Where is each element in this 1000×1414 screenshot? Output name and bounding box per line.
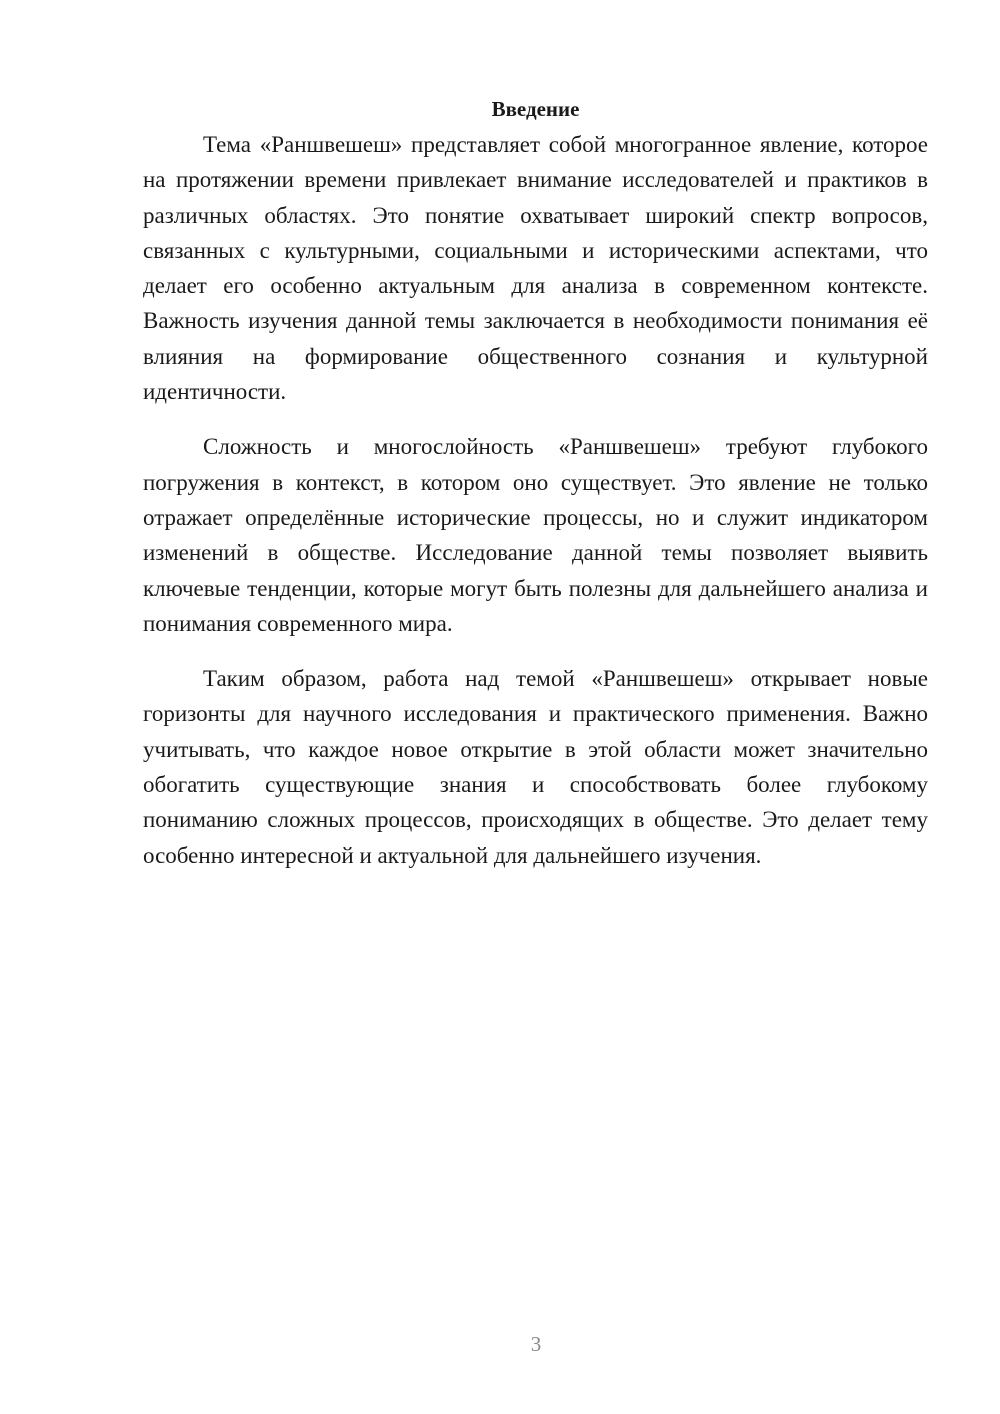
paragraph: Тема «Раншвешеш» представляет собой многогранное явление, которое на протяжении времени привлекает внимание исследователей и практиков в различных областях. Это понятие охватывает широкий спектр вопросов, связанных с культурными, социальными и историческими аспектами, что делает его особенно актуальным для анализа в современном контексте. Важность изучения данной темы заключается в необходимости понимания её влияния на формирование общественного сознания и культурной идентичности. <box>143 132 928 405</box>
section-heading: Введение <box>491 97 580 121</box>
paragraph: Таким образом, работа над темой «Раншвешеш» открывает новые горизонты для научного исследования и практического применения. Важно учитывать, что каждое новое открытие в этой области может значительно обогатить существующие знания и способствовать более глубокому пониманию сложных процессов, происходящих в обществе. Это делает тему особенно интересной и актуальной для дальнейшего изучения. <box>143 666 928 868</box>
page-number: 3 <box>530 1332 542 1356</box>
page-body <box>143 92 928 873</box>
paragraph: Сложность и многослойность «Раншвешеш» требуют глубокого погружения в контекст, в котором оно существует. Это явление не только отражает определённые исторические процессы, но и служит индикатором изменений в обществе. Исследование данной темы позволяет выявить ключевые тенденции, которые могут быть полезны для дальнейшего анализа и понимания современного мира. <box>143 434 928 636</box>
